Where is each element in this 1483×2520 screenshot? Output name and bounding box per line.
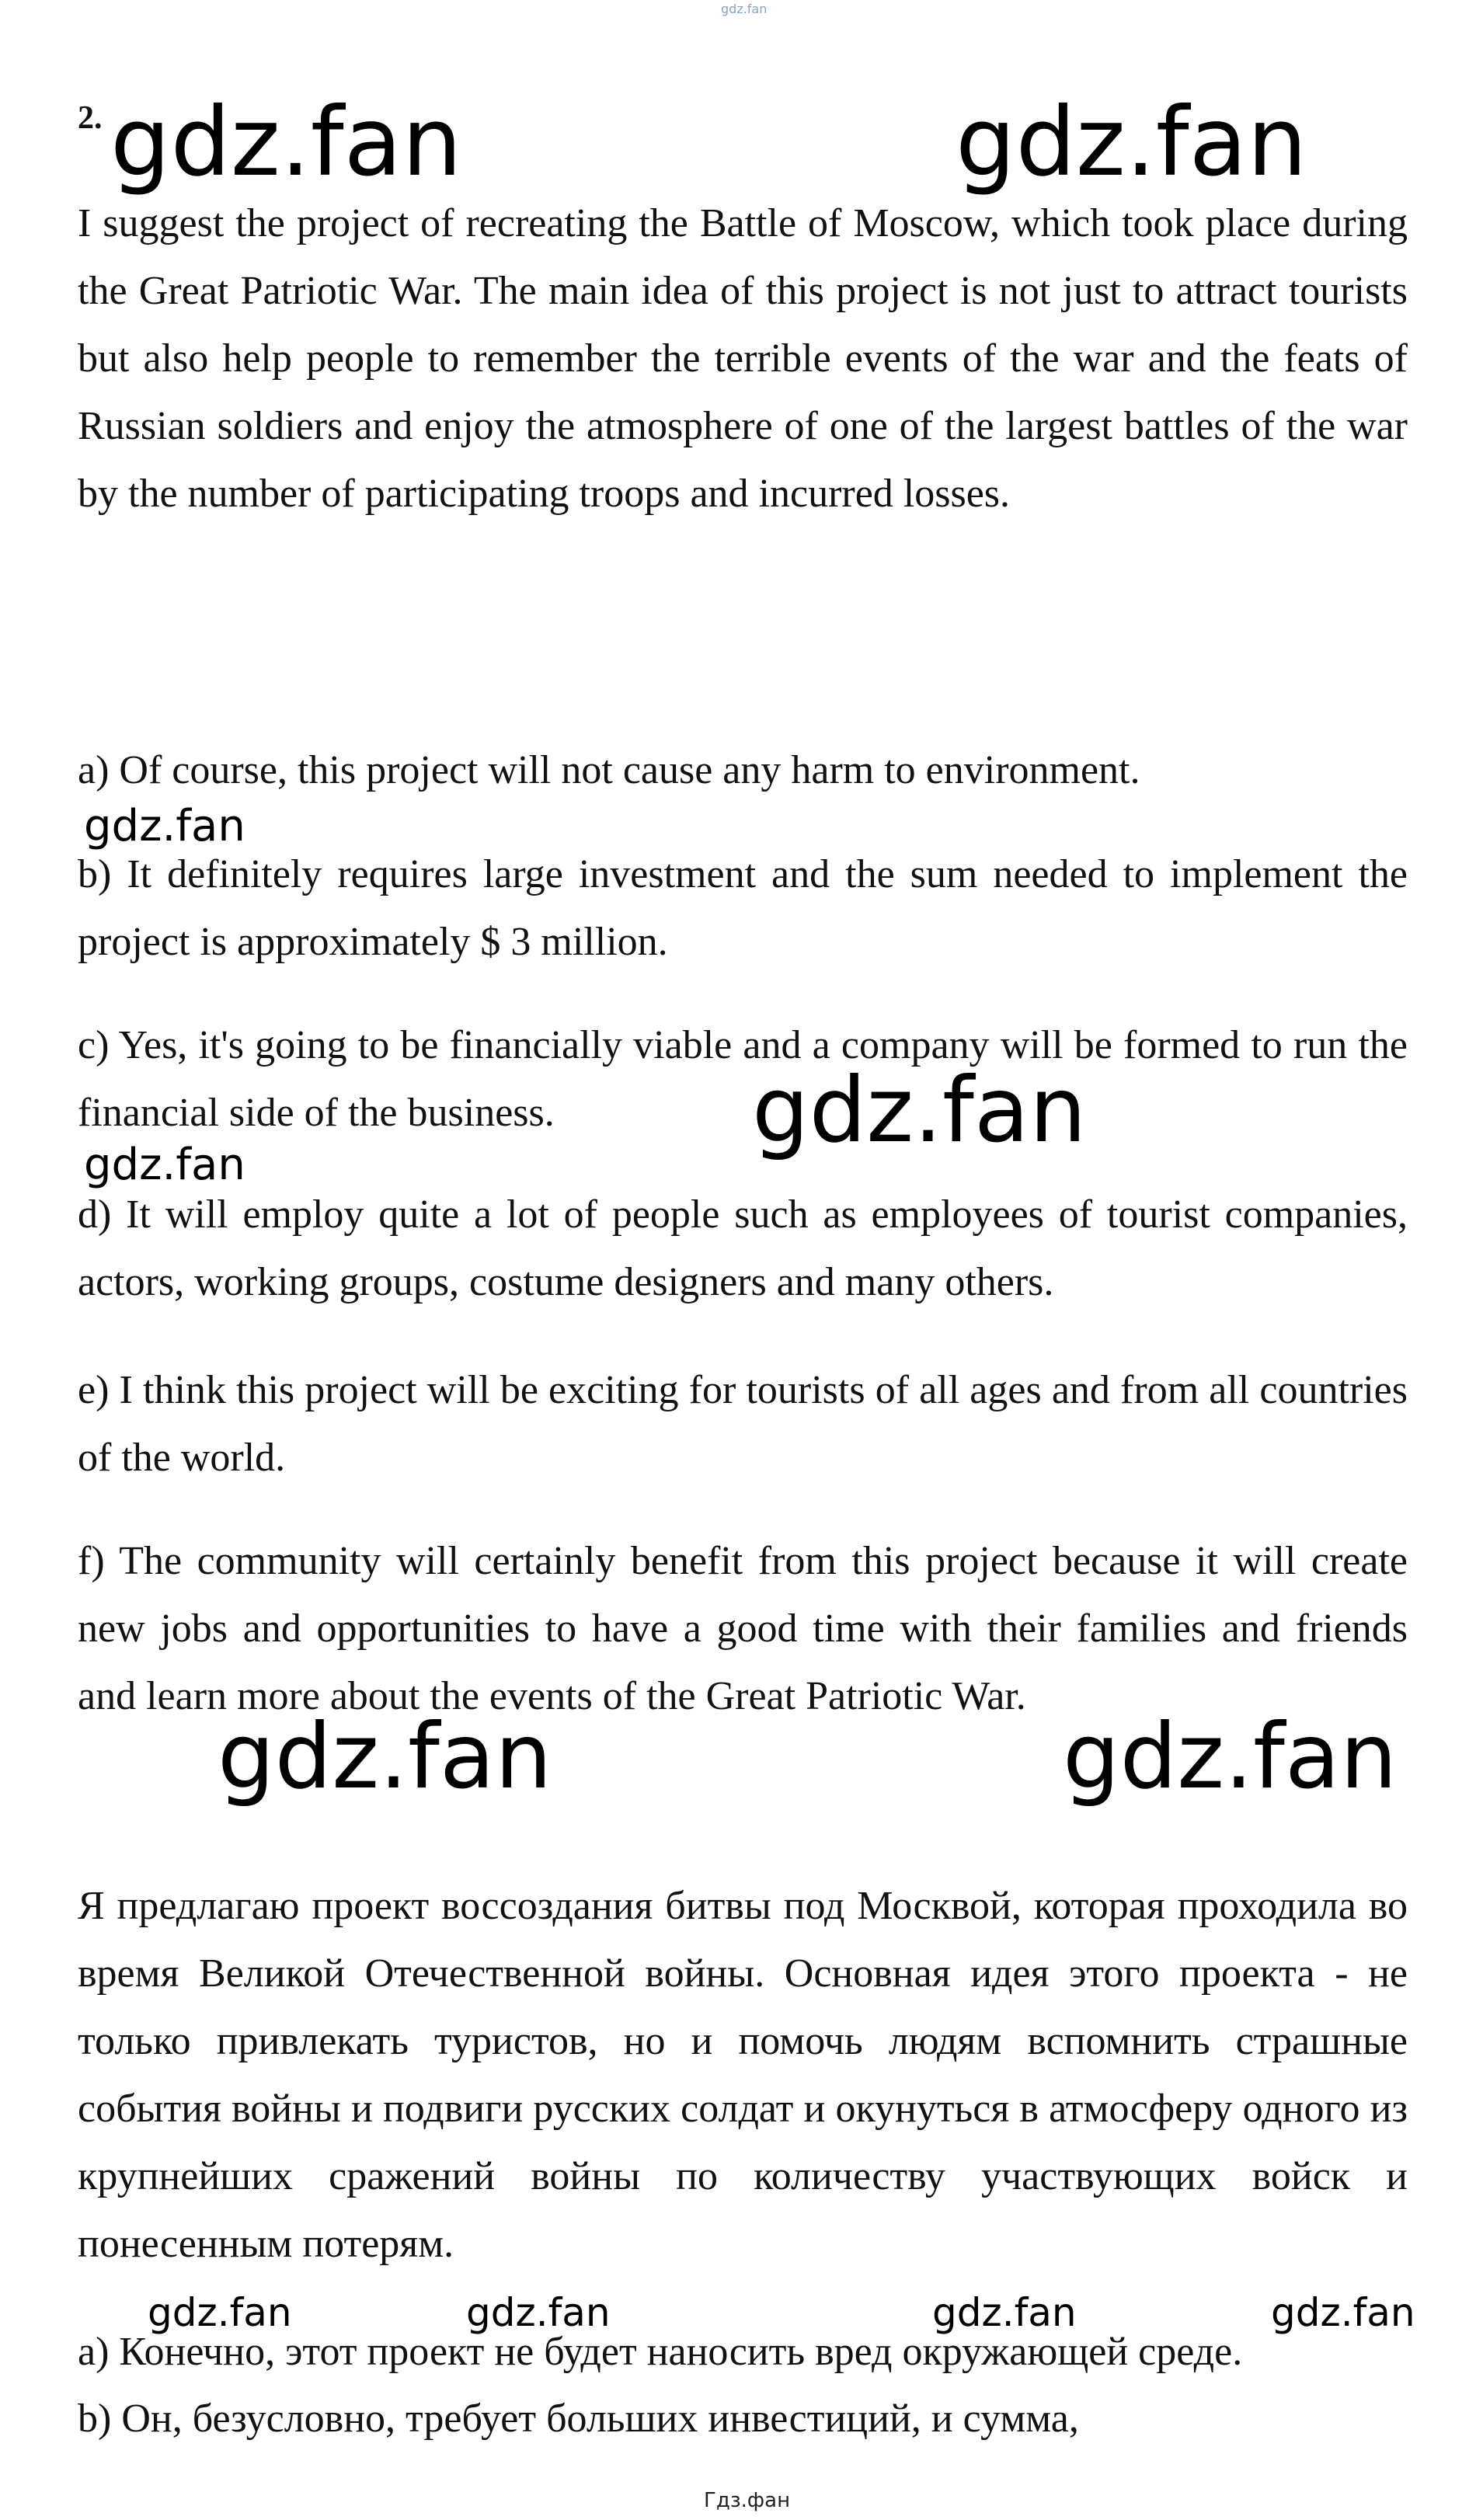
watermark: gdz.fan [84,801,245,851]
task-number: 2. [78,100,103,136]
english-answer-a: a) Of course, this project will not cause any harm to environment. [78,748,1140,792]
header-watermark: gdz.fan [721,2,768,16]
footer-watermark: Гдз.фан [704,2489,791,2512]
russian-answer-a: a) Конечно, этот проект не будет наносить вред окружающей среде. [78,2330,1243,2374]
english-intro-paragraph: I suggest the project of recreating the Battle of Moscow, which took place during the Great Patriotic War. The main idea of this project is not just to attract tourists but also help people to remember the terrible events of the war and the feats of Russian soldiers and enjoy the atmosphere of one of the largest battles of the war by the number of participating troops and incurred losses. [78,201,1408,516]
russian-answer-b: b) Он, безусловно, требует больших инвестиций, и сумма, [78,2396,1079,2441]
english-answer-e: e) I think this project will be exciting for tourists of all ages and from all countries of the world. [78,1368,1408,1480]
watermark: gdz.fan [110,87,462,197]
watermark: gdz.fan [148,2290,292,2335]
russian-intro-paragraph: Я предлагаю проект воссоздания битвы под Москвой, которая проходила во время Великой Отечественной войны. Основная идея этого проекта - не только привлекать туристов, но и помочь людям вспомнить страшные события войны и подвиги русских солдат и окунуться в атмосферу одного из крупнейших сражений войны по количеству участвующих войск и понесенным потерям. [78,1884,1408,2266]
english-answer-d: d) It will employ quite a lot of people such as employees of tourist companies, actors, working groups, costume designers and many others. [78,1192,1408,1304]
watermark: gdz.fan [752,1058,1087,1163]
english-answer-b: b) It definitely requires large investment and the sum needed to implement the project is approximately $ 3 million. [78,852,1408,964]
english-answer-c: c) Yes, it's going to be financially viable and a company will be formed to run the financial side of the business. [78,1023,1408,1135]
watermark: gdz.fan [466,2290,611,2335]
watermark: gdz.fan [1063,1704,1398,1809]
watermark: gdz.fan [84,1140,245,1190]
english-answer-f: f) The community will certainly benefit from this project because it will create new jobs and opportunities to have a good time with their families and friends and learn more about the events of the Great Patriotic War. [78,1539,1408,1718]
watermark: gdz.fan [1271,2290,1415,2335]
watermark: gdz.fan [956,87,1307,197]
watermark: gdz.fan [932,2290,1077,2335]
watermark: gdz.fan [218,1704,552,1809]
